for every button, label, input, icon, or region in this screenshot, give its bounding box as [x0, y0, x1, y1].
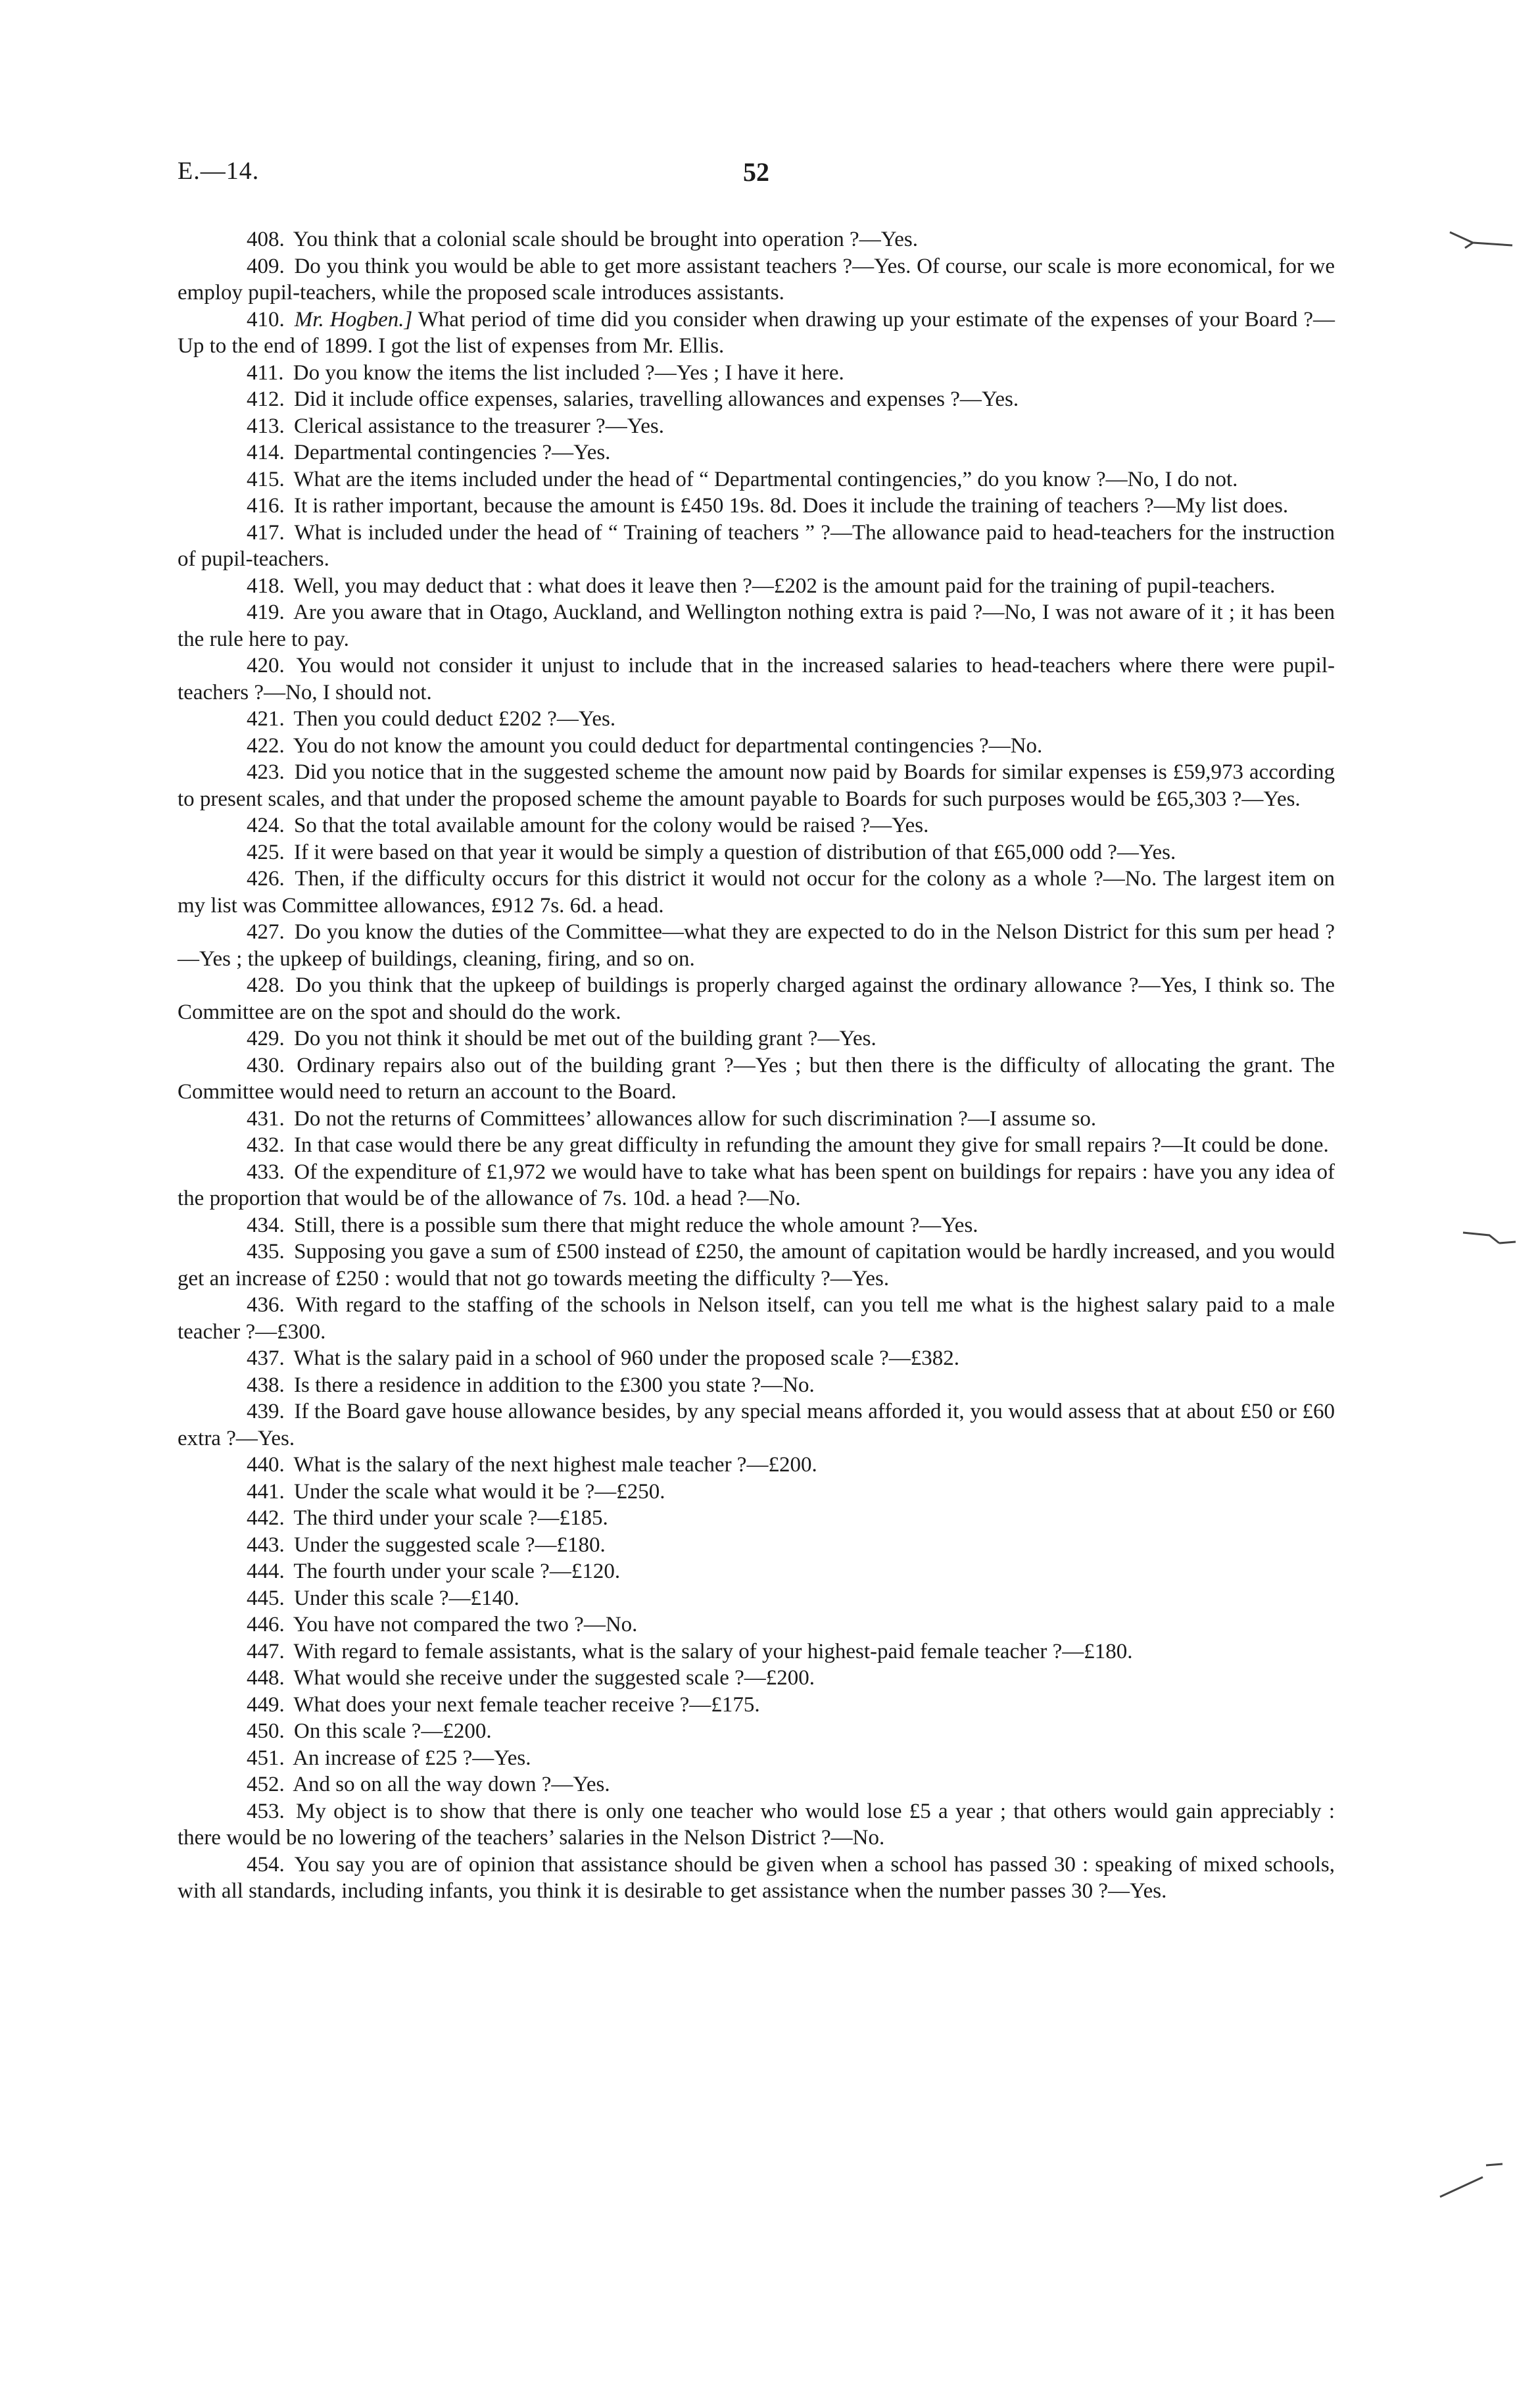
question-number: 409. — [247, 254, 285, 278]
speaker-name: Mr. Hogben.] — [294, 307, 413, 332]
qa-paragraph — [178, 1611, 1335, 1638]
qa-paragraph — [178, 1692, 1335, 1719]
qa-paragraph — [178, 733, 1335, 760]
question-number: 436. — [247, 1293, 285, 1317]
qa-paragraph — [178, 466, 1335, 493]
qa-paragraph — [178, 1345, 1335, 1372]
question-number: 434. — [247, 1213, 285, 1237]
qa-paragraph — [178, 759, 1335, 812]
qa-text: Ordinary repairs also out of the building grant ?—Yes ; but then there is the difficulty of allocating the grant. The Committee would need to return an account to the Board. — [178, 1053, 1335, 1104]
qa-paragraph — [178, 1558, 1335, 1585]
qa-paragraph — [178, 706, 1335, 733]
question-number: 443. — [247, 1533, 285, 1557]
qa-text: Then, if the difficulty occurs for this district it would not occur for the colony as a whole ?—No. The largest item on my list was Committee allowances, £912 7s. 6d. a head. — [178, 867, 1335, 918]
qa-text: What is the salary of the next highest male teacher ?—£200. — [293, 1453, 817, 1477]
question-number: 441. — [247, 1479, 285, 1504]
question-number: 447. — [247, 1639, 285, 1663]
qa-paragraph — [178, 413, 1335, 440]
question-number: 446. — [247, 1613, 285, 1636]
qa-text: Did you notice that in the suggested scheme the amount now paid by Boards for similar expenses is £59,973 according to present scales, and that under the proposed scheme the amount payable to Boards for such purposes would be £65,303 ?—Yes. — [178, 760, 1335, 811]
question-number: 432. — [247, 1133, 285, 1157]
qa-paragraph — [178, 1239, 1335, 1292]
qa-paragraph — [178, 812, 1335, 839]
qa-paragraph — [178, 972, 1335, 1025]
question-number: 421. — [247, 707, 285, 731]
question-number: 442. — [247, 1506, 285, 1530]
qa-paragraph — [178, 1106, 1335, 1133]
qa-paragraph — [178, 652, 1335, 706]
testimony-body — [178, 226, 1335, 1905]
question-number: 417. — [247, 520, 285, 545]
qa-text: My object is to show that there is only one teacher who would lose £5 a year ; that others would gain appreciably : there would be no lowering of the teachers’ salaries in the Nelson District ?—No. — [178, 1799, 1335, 1850]
qa-text: With regard to female assistants, what is the salary of your highest-paid female teacher ?—£180. — [293, 1639, 1133, 1663]
question-number: 410. — [247, 307, 285, 332]
qa-text: The fourth under your scale ?—£120. — [293, 1560, 621, 1583]
qa-text: What period of time did you consider when drawing up your estimate of the expenses of your Board ?—Up to the end of 1899. I got the list of expenses from Mr. Ellis. — [178, 307, 1335, 358]
question-number: 413. — [247, 414, 285, 438]
qa-paragraph — [178, 866, 1335, 919]
qa-text: You think that a colonial scale should be brought into operation ?—Yes. — [293, 228, 918, 251]
question-number: 415. — [247, 467, 285, 491]
qa-text: It is rather important, because the amount is £450 19s. 8d. Does it include the training of teachers ?—My list does. — [294, 494, 1289, 518]
document-reference: E.—14. — [178, 157, 260, 185]
qa-text: Departmental contingencies ?—Yes. — [294, 441, 611, 464]
qa-text: The third under your scale ?—£185. — [293, 1506, 608, 1530]
question-number: 438. — [247, 1373, 285, 1397]
qa-text: And so on all the way down ?—Yes. — [293, 1773, 610, 1796]
qa-paragraph — [178, 1372, 1335, 1399]
qa-text: An increase of £25 ?—Yes. — [293, 1746, 531, 1770]
question-number: 408. — [247, 228, 285, 251]
qa-text: Do you know the items the list included ?—Yes ; I have it here. — [293, 360, 844, 385]
qa-text: You would not consider it unjust to include that in the increased salaries to head-teachers where there were pupil-teachers ?—No, I should not. — [178, 654, 1335, 704]
qa-paragraph — [178, 1025, 1335, 1052]
question-number: 427. — [247, 920, 285, 944]
qa-text: In that case would there be any great difficulty in refunding the amount they give for small repairs ?—It could be done. — [294, 1133, 1329, 1157]
question-number: 431. — [247, 1106, 285, 1131]
question-number: 440. — [247, 1453, 285, 1477]
qa-text: Under this scale ?—£140. — [294, 1586, 519, 1610]
question-number: 412. — [247, 387, 285, 411]
qa-text: Are you aware that in Otago, Auckland, and Wellington nothing extra is paid ?—No, I was not aware of it ; it has been the rule here to pay. — [178, 601, 1335, 651]
qa-text: What is the salary paid in a school of 960 under the proposed scale ?—£382. — [293, 1346, 960, 1370]
question-number: 422. — [247, 733, 285, 758]
margin-mark — [1460, 1223, 1519, 1250]
qa-text: Do you think that the upkeep of buildings is properly charged against the ordinary allowance ?—Yes, I think so. The Committee are on the spot and should do the work. — [178, 973, 1335, 1024]
qa-text: If it were based on that year it would be simply a question of distribution of that £65,000 odd ?—Yes. — [294, 840, 1176, 864]
question-number: 451. — [247, 1746, 285, 1770]
question-number: 437. — [247, 1346, 285, 1370]
qa-text: What does your next female teacher receive ?—£175. — [293, 1692, 760, 1717]
qa-paragraph — [178, 360, 1335, 387]
qa-paragraph — [178, 1212, 1335, 1239]
question-number: 435. — [247, 1240, 285, 1264]
qa-paragraph — [178, 1159, 1335, 1212]
question-number: 419. — [247, 601, 285, 624]
question-number: 426. — [247, 867, 285, 891]
question-number: 428. — [247, 973, 285, 997]
question-number: 414. — [247, 441, 285, 464]
qa-text: Do not the returns of Committees’ allowances allow for such discrimination ?—I assume so. — [294, 1106, 1097, 1131]
question-number: 420. — [247, 654, 285, 677]
qa-text: If the Board gave house allowance besides, by any special means afforded it, you would assess that at about £50 or £60 extra ?—Yes. — [178, 1400, 1335, 1450]
question-number: 411. — [247, 360, 284, 385]
qa-paragraph — [178, 839, 1335, 866]
question-number: 429. — [247, 1027, 285, 1050]
question-number: 439. — [247, 1400, 285, 1423]
qa-text: You do not know the amount you could deduct for departmental contingencies ?—No. — [293, 733, 1043, 758]
qa-paragraph — [178, 919, 1335, 972]
qa-paragraph — [178, 1479, 1335, 1506]
page-number: 52 — [743, 157, 769, 187]
qa-text: Under the scale what would it be ?—£250. — [294, 1479, 665, 1504]
qa-paragraph — [178, 1292, 1335, 1345]
qa-text: Clerical assistance to the treasurer ?—Yes. — [294, 414, 664, 438]
qa-text: So that the total available amount for the colony would be raised ?—Yes. — [294, 814, 929, 837]
qa-text: Still, there is a possible sum there that might reduce the whole amount ?—Yes. — [294, 1213, 978, 1237]
qa-paragraph — [178, 599, 1335, 652]
qa-paragraph — [178, 1452, 1335, 1479]
qa-text: Did it include office expenses, salaries, travelling allowances and expenses ?—Yes. — [294, 387, 1019, 411]
qa-text: Of the expenditure of £1,972 we would have to take what has been spent on buildings for repairs : have you any idea of the proportion that would be of the allowance of 7s. 10d. a head ?—No. — [178, 1160, 1335, 1210]
qa-text: On this scale ?—£200. — [294, 1719, 492, 1743]
question-number: 449. — [247, 1692, 285, 1717]
qa-text: You have not compared the two ?—No. — [293, 1613, 638, 1636]
qa-paragraph — [178, 1638, 1335, 1665]
qa-text: What are the items included under the head of “ Departmental contingencies,” do you know ?—No, I do not. — [293, 467, 1238, 491]
question-number: 423. — [247, 760, 285, 784]
qa-text: With regard to the staffing of the schools in Nelson itself, can you tell me what is the highest salary paid to a male teacher ?—£300. — [178, 1293, 1335, 1344]
question-number: 424. — [247, 814, 285, 837]
qa-paragraph — [178, 439, 1335, 466]
qa-paragraph — [178, 1718, 1335, 1745]
qa-paragraph — [178, 307, 1335, 360]
qa-text: You say you are of opinion that assistance should be given when a school has passed 30 : speaking of mixed schools, with all standards, including infants, you think it is desirable to get assistance when the number passes 30 ?—Yes. — [178, 1852, 1335, 1903]
question-number: 433. — [247, 1160, 285, 1184]
question-number: 418. — [247, 574, 285, 598]
qa-paragraph — [178, 1665, 1335, 1692]
qa-paragraph — [178, 1398, 1335, 1452]
question-number: 425. — [247, 840, 285, 864]
qa-paragraph — [178, 1798, 1335, 1852]
question-number: 416. — [247, 494, 285, 518]
qa-paragraph — [178, 253, 1335, 307]
margin-mark — [1447, 227, 1519, 253]
qa-text: Well, you may deduct that : what does it leave then ?—£202 is the amount paid for the training of pupil-teachers. — [293, 574, 1276, 598]
question-number: 452. — [247, 1773, 285, 1796]
qa-paragraph — [178, 1852, 1335, 1905]
qa-paragraph — [178, 1532, 1335, 1559]
qa-text: Supposing you gave a sum of £500 instead of £250, the amount of capitation would be hardly increased, and you would get an increase of £250 : would that not go towards meeting the difficulty ?—Yes. — [178, 1240, 1335, 1290]
question-number: 445. — [247, 1586, 285, 1610]
qa-paragraph — [178, 386, 1335, 413]
question-number: 430. — [247, 1053, 285, 1077]
qa-paragraph — [178, 1771, 1335, 1798]
question-number: 453. — [247, 1799, 285, 1823]
question-number: 444. — [247, 1560, 285, 1583]
qa-paragraph — [178, 226, 1335, 253]
question-number: 448. — [247, 1666, 285, 1690]
question-number: 454. — [247, 1852, 285, 1877]
qa-text: Is there a residence in addition to the £300 you state ?—No. — [294, 1373, 815, 1397]
qa-paragraph — [178, 493, 1335, 520]
qa-paragraph — [178, 520, 1335, 573]
qa-paragraph — [178, 1505, 1335, 1532]
qa-text: What is included under the head of “ Training of teachers ” ?—The allowance paid to head-teachers for the instruction of pupil-teachers. — [178, 520, 1335, 571]
qa-text: Do you not think it should be met out of the building grant ?—Yes. — [294, 1027, 877, 1050]
margin-mark — [1433, 2157, 1506, 2203]
qa-text: Then you could deduct £202 ?—Yes. — [293, 707, 616, 731]
qa-paragraph — [178, 1745, 1335, 1772]
qa-paragraph — [178, 1585, 1335, 1612]
qa-text: What would she receive under the suggested scale ?—£200. — [293, 1666, 815, 1690]
qa-text: Under the suggested scale ?—£180. — [294, 1533, 606, 1557]
qa-text: Do you know the duties of the Committee—what they are expected to do in the Nelson District for this sum per head ?—Yes ; the upkeep of buildings, cleaning, firing, and so on. — [178, 920, 1335, 971]
qa-paragraph — [178, 1132, 1335, 1159]
page-header — [178, 157, 1335, 196]
qa-paragraph — [178, 1052, 1335, 1106]
qa-paragraph — [178, 573, 1335, 600]
qa-text: Do you think you would be able to get more assistant teachers ?—Yes. Of course, our scale is more economical, for we employ pupil-teachers, while the proposed scale introduces assistants. — [178, 254, 1335, 305]
question-number: 450. — [247, 1719, 285, 1743]
